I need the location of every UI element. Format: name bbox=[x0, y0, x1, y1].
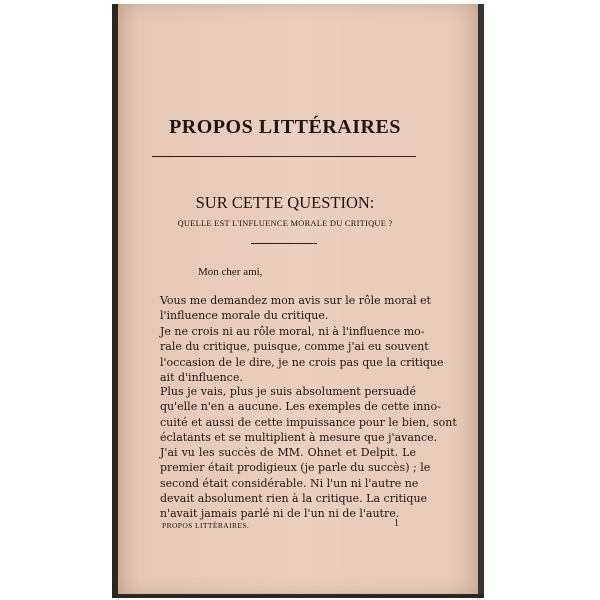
signature-mark: 1 bbox=[394, 518, 399, 529]
text-line: éclatants et se multiplient à mesure que j'avance. bbox=[160, 430, 438, 444]
book-fore-edge bbox=[478, 4, 484, 596]
salutation: Mon cher ami, bbox=[198, 266, 263, 278]
paragraph-1 bbox=[160, 293, 431, 324]
text-line: J'ai vu les succès de MM. Ohnet et Delpit. Le bbox=[160, 446, 416, 460]
text-line: devait absolument rien à la critique. La critique bbox=[160, 492, 428, 506]
text-line: n'avait jamais parlé ni de l'un ni de l'autre. bbox=[160, 507, 400, 521]
text-line: premier était prodigieux (je parle du succès) ; le bbox=[160, 461, 431, 475]
book-page bbox=[118, 4, 478, 594]
chapter-heading: SUR CETTE QUESTION: bbox=[195, 193, 375, 212]
text-line: Vous me demandez mon avis sur le rôle moral et bbox=[160, 294, 431, 307]
text-line: Plus je vais, plus je suis absolument persuadé bbox=[160, 385, 416, 398]
text-line: qu'elle n'en a aucune. Les exemples de cette inno- bbox=[160, 400, 441, 414]
text-line: ait d'influence. bbox=[160, 370, 243, 384]
text-line: l'influence morale du critique. bbox=[160, 309, 329, 323]
text-line: cuité et aussi de cette impuissance pour le bien, sont bbox=[160, 415, 457, 429]
paragraph-2 bbox=[160, 324, 444, 385]
running-title: PROPOS LITTÉRAIRES bbox=[169, 116, 401, 138]
text-line: l'occasion de le dire, je ne crois pas que la critique bbox=[160, 355, 444, 369]
ornamental-rule bbox=[251, 243, 317, 244]
title-rule bbox=[152, 156, 416, 157]
signature-footer-title: PROPOS LITTÉRAIRES. bbox=[162, 521, 250, 530]
text-line: rale du critique, puisque, comme j'ai eu souvent bbox=[160, 340, 429, 354]
book-bottom-edge bbox=[112, 594, 484, 598]
text-line: Je ne crois ni au rôle moral, ni à l'influence mo- bbox=[160, 325, 425, 338]
paragraph-3 bbox=[160, 384, 457, 522]
text-line: second était considérable. Ni l'un ni l'autre ne bbox=[160, 476, 419, 490]
chapter-subheading: QUELLE EST L'INFLUENCE MORALE DU CRITIQUE ? bbox=[177, 218, 393, 228]
